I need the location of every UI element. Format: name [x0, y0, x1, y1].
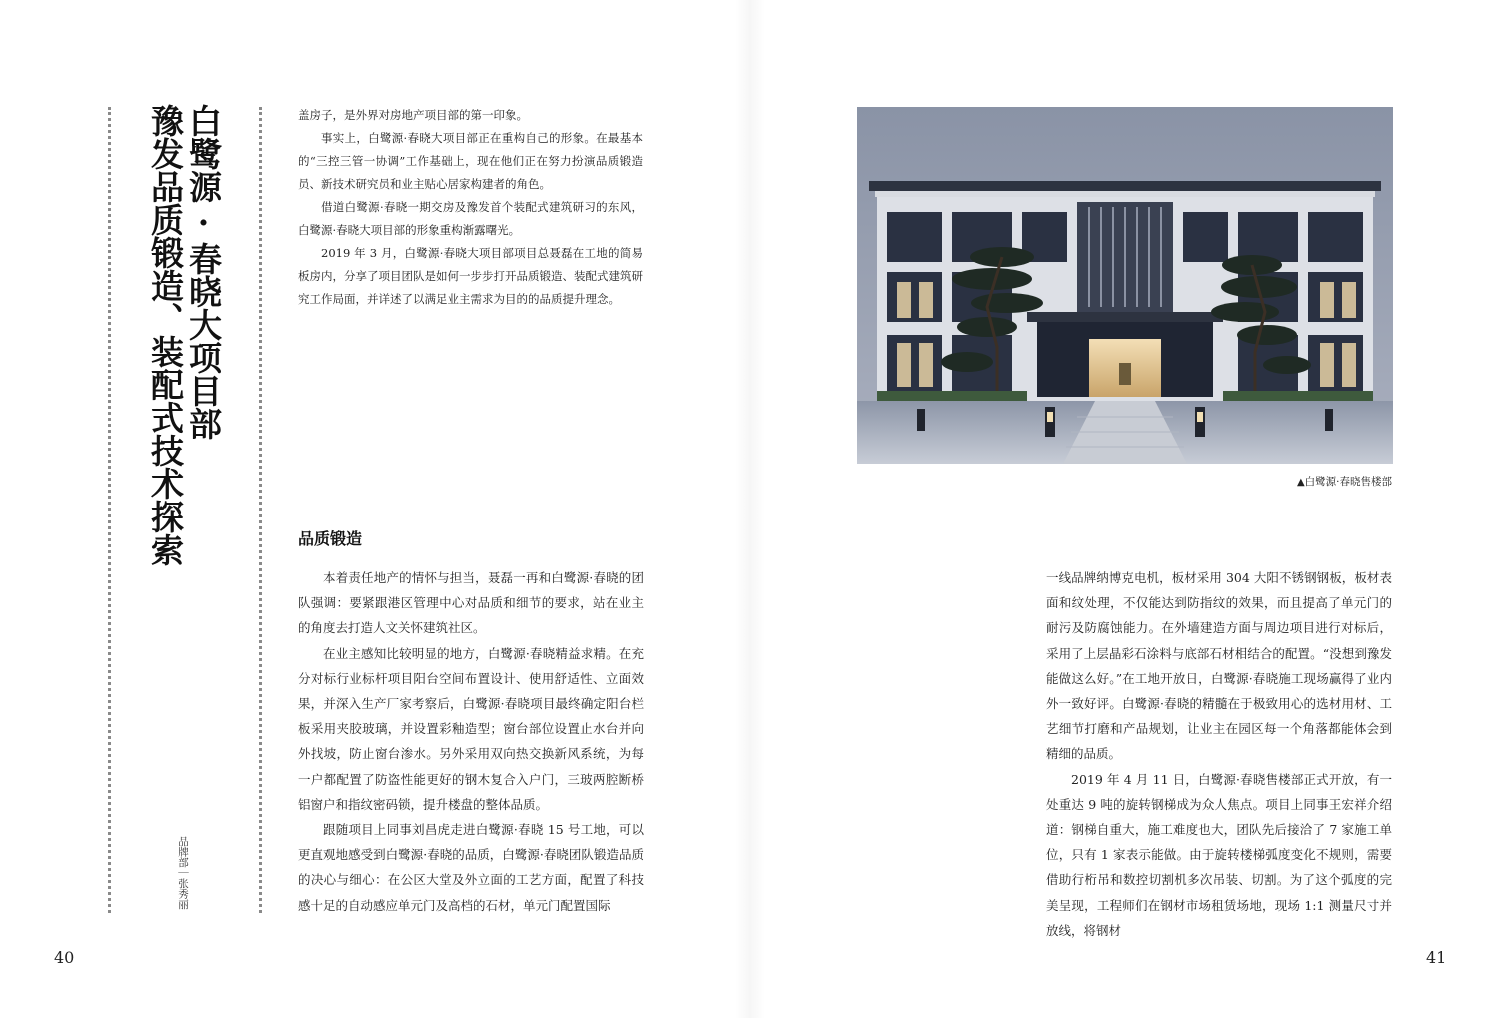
- article-title-line1: 白鹭源·春晓大项目部: [184, 104, 223, 440]
- intro-paragraph: 盖房子，是外界对房地产项目部的第一印象。: [298, 108, 528, 122]
- right-body-column: [1046, 565, 1392, 943]
- intro-paragraph: 2019 年 3 月，白鹭源·春晓大项目部项目总聂磊在工地的简易板房内，分享了项目团队是如何一步步打开品质锻造、装配式建筑研究工作局面，并详述了以满足业主需求为目的的品质提升理念。: [298, 246, 643, 306]
- body-paragraph: 2019 年 4 月 11 日，白鹭源·春晓售楼部正式开放，有一处重达 9 吨的旋转钢梯成为众人焦点。项目上同事王宏祥介绍道：钢梯自重大，施工难度也大，团队先后接洽了 7 家施工单位，只有 1 家表示能做。由于旋转楼梯弧度变化不规则，需要借助行桁吊和数控切割机多次吊装、切割。为了这个弧度的完美呈现，工程师们在钢材市场租赁场地，现场 1:1 测量尺寸并放线，将钢材: [1046, 771, 1392, 938]
- left-body-column: [298, 565, 644, 918]
- intro-paragraph: 借道白鹭源·春晓一期交房及豫发首个装配式建筑研习的东风，白鹭源·春晓大项目部的形象重构渐露曙光。: [298, 200, 643, 237]
- section-heading: 品质锻造: [298, 529, 363, 548]
- author-credit: 品牌部｜张秀丽: [177, 836, 189, 910]
- article-title-line2: 豫发品质锻造、装配式技术探索: [146, 104, 185, 566]
- sales-office-photo: [857, 107, 1393, 464]
- photo-caption-text: 白鹭源·春晓售楼部: [1304, 476, 1392, 488]
- intro-block: [298, 104, 643, 311]
- right-page: [750, 0, 1500, 1018]
- page-number-right: 41: [1426, 948, 1447, 967]
- right-dotted-border: [259, 107, 262, 913]
- photo-caption: [1297, 474, 1392, 489]
- body-paragraph: 一线品牌纳博克电机，板材采用 304 大阳不锈钢钢板，板材表面和纹处理，不仅能达到防指纹的效果，而且提高了单元门的耐污及防腐蚀能力。在外墙建造方面与周边项目进行对标后，采用了上层晶彩石涂料与底部石材相结合的配置。“没想到豫发能做这么好。”在工地开放日，白鹭源·春晓施工现场赢得了业内外一致好评。白鹭源·春晓的精髓在于极致用心的选材用材、工艺细节打磨和产品规划，让业主在园区每一个角落都能体会到精细的品质。: [1046, 570, 1392, 762]
- intro-paragraph: 事实上，白鹭源·春晓大项目部正在重构自己的形象。在最基本的“三控三管一协调”工作基础上，现在他们正在努力扮演品质锻造员、新技术研究员和业主贴心居家构建者的角色。: [298, 131, 643, 191]
- body-paragraph: 在业主感知比较明显的地方，白鹭源·春晓精益求精。在充分对标行业标杆项目阳台空间布置设计、使用舒适性、立面效果，并深入生产厂家考察后，白鹭源·春晓项目最终确定阳台栏板采用夹胶玻璃，并设置彩釉造型；窗台部位设置止水台并向外找坡，防止窗台渗水。另外采用双向热交换新风系统，为每一户都配置了防盗性能更好的钢木复合入户门，三玻两腔断桥铝窗户和指纹密码锁，提升楼盘的整体品质。: [298, 645, 644, 812]
- left-dotted-border: [108, 107, 111, 913]
- body-paragraph: 跟随项目上同事刘昌虎走进白鹭源·春晓 15 号工地，可以更直观地感受到白鹭源·春晓的品质，白鹭源·春晓团队锻造品质的决心与细心：在公区大堂及外立面的工艺方面，配置了科技感十足的自动感应单元门及高档的石材，单元门配置国际: [298, 822, 644, 913]
- triangle-icon: ▲: [1296, 477, 1305, 488]
- body-paragraph: 本着责任地产的情怀与担当，聂磊一再和白鹭源·春晓的团队强调：要紧跟港区管理中心对品质和细节的要求，站在业主的角度去打造人文关怀建筑社区。: [298, 570, 644, 636]
- page-number-left: 40: [54, 948, 75, 967]
